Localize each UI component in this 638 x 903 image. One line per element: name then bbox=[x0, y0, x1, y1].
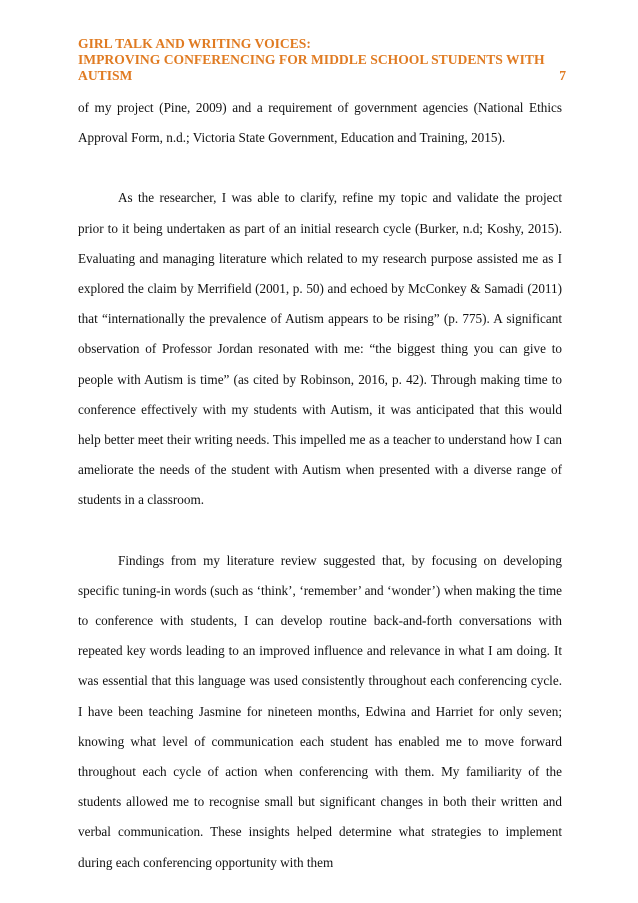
body-text bbox=[78, 93, 562, 878]
running-head-line-1: GIRL TALK AND WRITING VOICES: bbox=[78, 36, 311, 51]
running-head-line-2: IMPROVING CONFERENCING FOR MIDDLE SCHOOL STUDENTS WITH bbox=[78, 52, 545, 67]
page-number: 7 bbox=[559, 68, 566, 83]
paragraph-gap bbox=[78, 153, 562, 183]
paragraph-gap bbox=[78, 516, 562, 546]
paragraph-continuation: of my project (Pine, 2009) and a requirement of government agencies (National Ethics Approval Form, n.d.; Victoria State Government, Education and Training, 2015). bbox=[78, 100, 562, 146]
paragraph-researcher: As the researcher, I was able to clarify, refine my topic and validate the project prior to it being undertaken as part of an initial research cycle (Burker, n.d; Koshy, 2015). Evaluating and managing literature which related to my research purpose assisted me as I explored the claim by Merrifield (2001, p. 50) and echoed by McConkey & Samadi (2011) that “internationally the prevalence of Autism appears to be rising” (p. 775). A significant observation of Professor Jordan resonated with me: “the biggest thing you can give to people with Autism is time” (as cited by Robinson, 2016, p. 42). Through making time to conference effectively with my students with Autism, it was anticipated that this would help better meet their writing needs. This impelled me as a teacher to understand how I can ameliorate the needs of the student with Autism when presented with a diverse range of students in a classroom. bbox=[78, 190, 562, 508]
running-head bbox=[78, 36, 568, 84]
running-head-line-3: AUTISM bbox=[78, 68, 133, 83]
paragraph-findings: Findings from my literature review suggested that, by focusing on developing specific tuning-in words (such as ‘think’, ‘remember’ and ‘wonder’) when making the time to conference with students, I can develop routine back-and-forth conversations with repeated key words leading to an improved influence and relevance in what I am doing. It was essential that this language was used consistently throughout each conferencing cycle. I have been teaching Jasmine for nineteen months, Edwina and Harriet for only seven; knowing what level of communication each student has enabled me to move forward throughout each cycle of action when conferencing with them. My familiarity of the students allowed me to recognise small but significant changes in both their written and verbal communication. These insights helped determine what strategies to implement during each conferencing opportunity with them bbox=[78, 552, 562, 870]
